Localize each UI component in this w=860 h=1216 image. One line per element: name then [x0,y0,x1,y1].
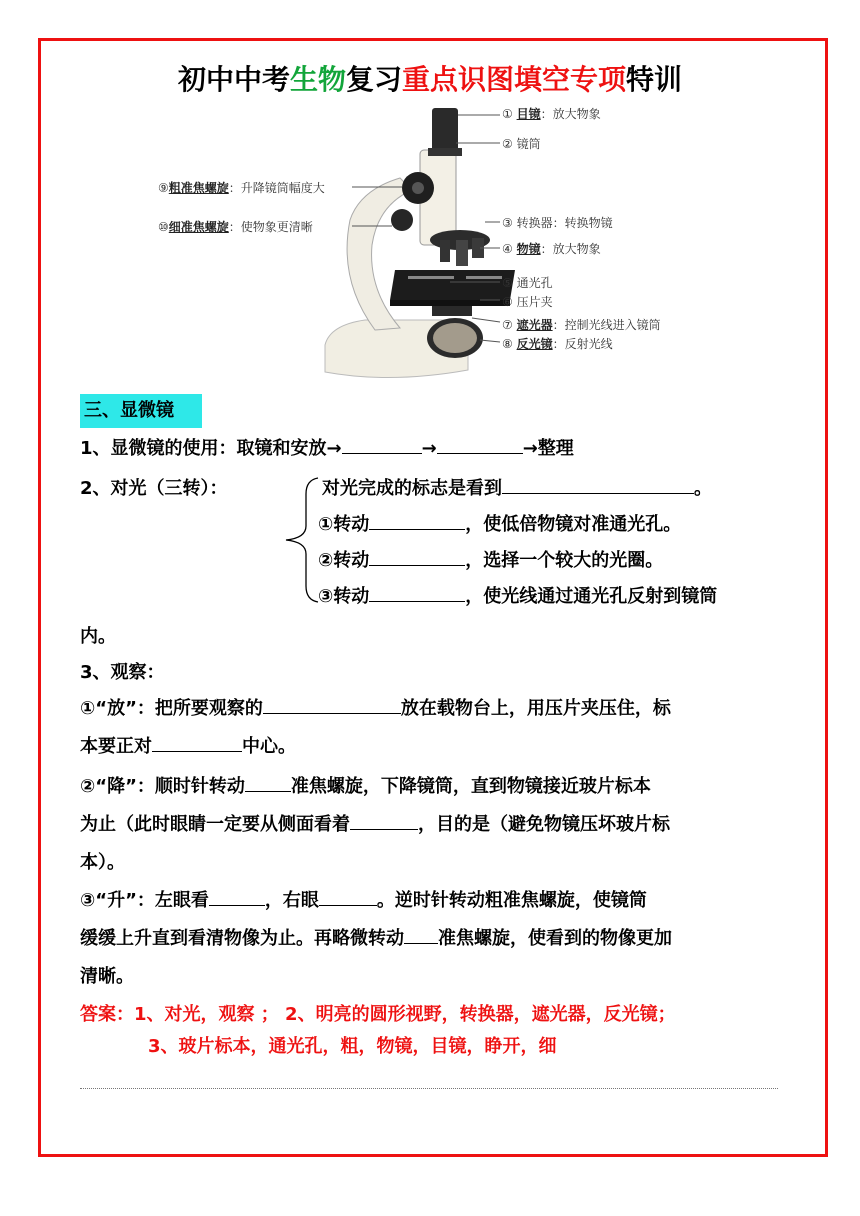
question-2-line1: ①转动 ，使低倍物镜对准通光孔。 [318,510,681,536]
title-part-4: 重点识图填空专项 [402,63,627,96]
blank[interactable] [369,511,465,530]
question-2-line0: 对光完成的标志是看到 。 [322,474,712,500]
blank[interactable] [319,887,377,906]
question-3-sheng: ③“升”：左眼看 ，右眼 。逆时针转动粗准焦螺旋，使镜筒 [80,886,647,912]
label-fine-knob: ⑩细准焦螺旋：使物象更清晰 [158,220,313,234]
blank[interactable] [152,733,242,752]
section-heading: 三、显微镜 [80,394,202,428]
question-3-jiang: ②“降”：顺时针转动 准焦螺旋，下降镜筒，直到物镜接近玻片标本 [80,772,651,798]
blank[interactable] [350,811,418,830]
blank[interactable] [209,887,265,906]
blank[interactable] [437,435,523,454]
question-3-sheng-2: 缓缓上升直到看清物像为止。再略微转动 准焦螺旋，使看到的物像更加 [80,924,672,950]
blank[interactable] [263,695,401,714]
blank[interactable] [369,583,465,602]
blank[interactable] [245,773,291,792]
question-2-line3: ③转动 ，使光线通过通光孔反射到镜筒 [318,582,717,608]
label-coarse-knob: ⑨粗准焦螺旋：升降镜筒幅度大 [158,181,325,195]
microscope-figure [150,100,730,385]
question-2-label: 2、对光（三转）： [80,478,228,499]
question-2-line4: 内。 [80,626,116,647]
question-3-fang: ①“放”：把所要观察的 放在载物台上，用压片夹压住，标 [80,694,671,720]
label-diaphragm: ⑦ 遮光器：控制光线进入镜筒 [502,318,661,332]
label-light-hole: ⑤ 通光孔 [502,276,553,290]
microscope-illustration [150,100,730,385]
label-body-tube: ② 镜筒 [502,137,541,151]
blank[interactable] [404,925,438,944]
label-nosepiece: ③ 转换器：转换物镜 [502,216,613,230]
blank[interactable] [342,435,422,454]
brace [280,476,322,604]
title-part-2: 生物 [289,63,346,96]
label-stage-clip: ⑥ 压片夹 [502,295,553,309]
label-objective: ④ 物镜：放大物象 [502,242,601,256]
title-part-1: 初中中考 [177,63,290,96]
blank[interactable] [369,547,465,566]
question-3-jiang-2: 为止（此时眼睛一定要从侧面看着 ，目的是（避免物镜压坏玻片标 [80,810,670,836]
dotted-divider [80,1088,778,1089]
question-3-label: 3、观察： [80,662,165,683]
title-part-5: 特训 [626,63,683,96]
question-2-line2: ②转动 ，选择一个较大的光圈。 [318,546,663,572]
page-title [0,58,860,98]
question-1: 1、显微镜的使用：取镜和安放→ → →整理 [80,434,574,460]
blank[interactable] [502,475,694,494]
answer-line-1: 答案：1、对光，观察 ； 2、明亮的圆形视野，转换器，遮光器，反光镜； [80,1004,676,1025]
answer-line-2: 3、玻片标本，通光孔，粗，物镜，目镜，睁开，细 [148,1036,557,1057]
question-3-jiang-3: 本）。 [80,852,125,873]
question-3-sheng-3: 清晰。 [80,966,134,987]
question-3-fang-2: 本要正对 中心。 [80,732,296,758]
label-mirror: ⑧ 反光镜：反射光线 [502,337,613,351]
title-part-3: 复习 [345,63,402,96]
label-eyepiece: ① 目镜：放大物象 [502,107,601,121]
